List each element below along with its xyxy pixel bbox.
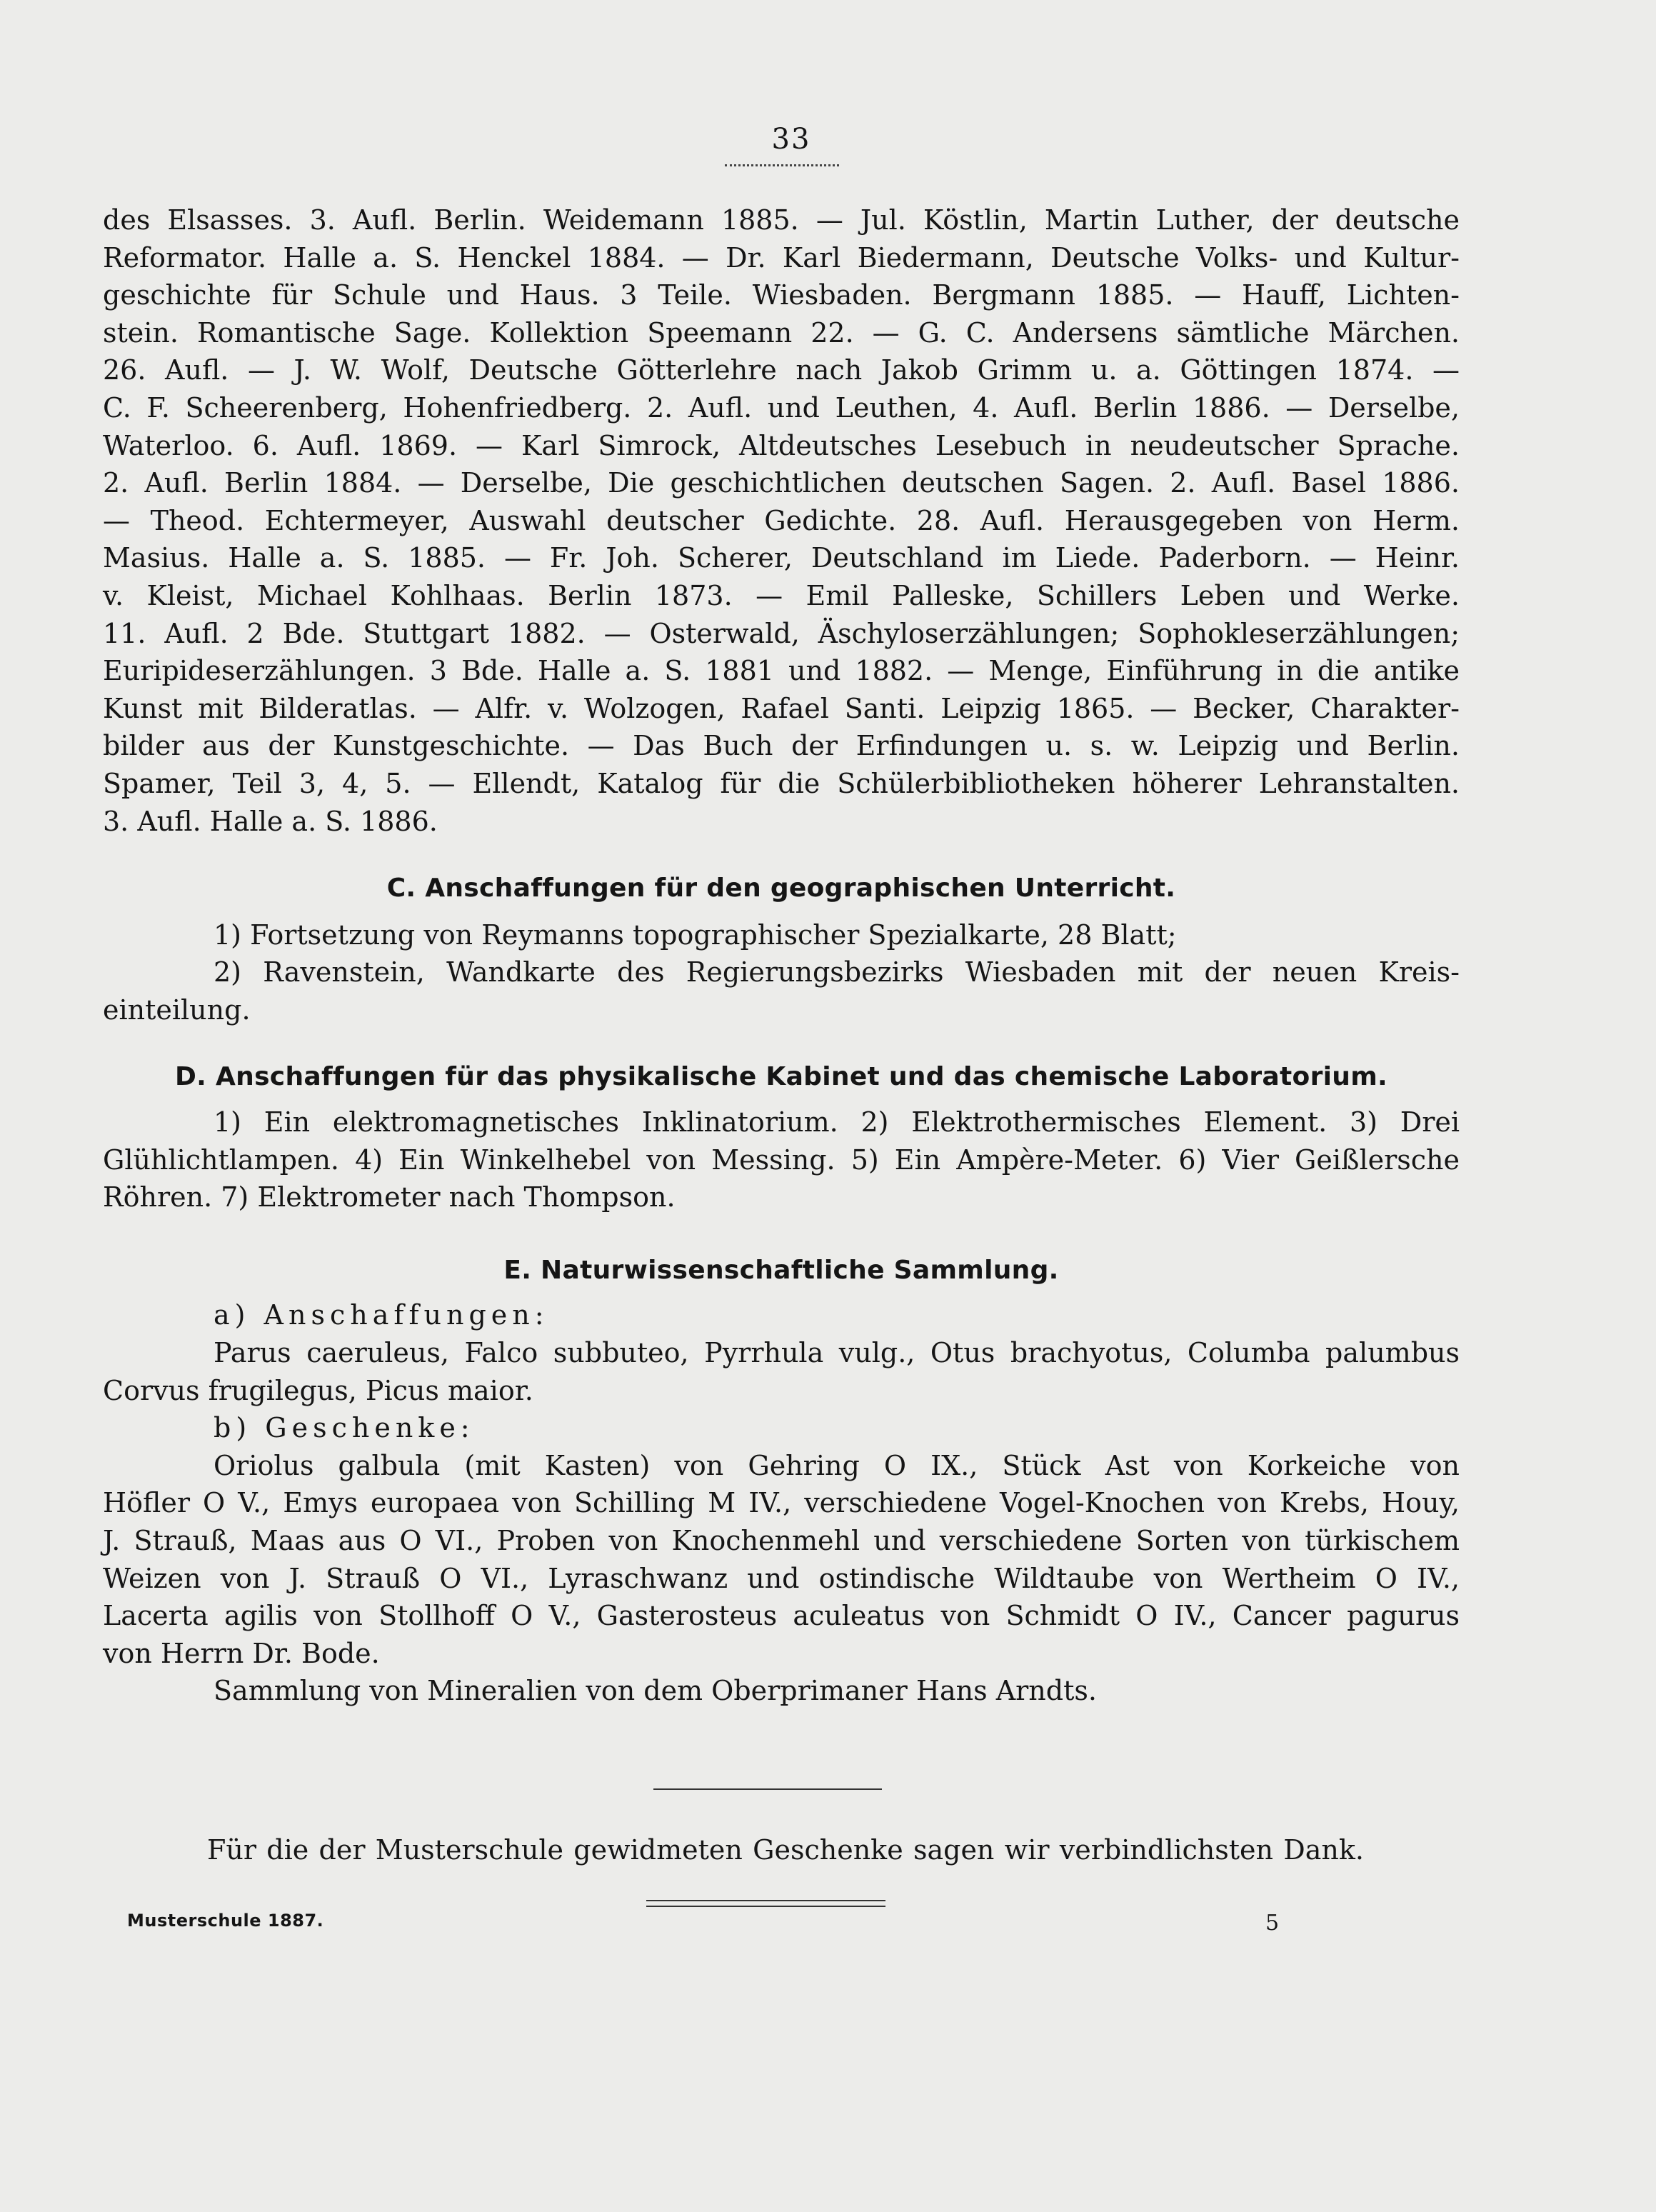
text-line: Kunst mit Bilderatlas. — Alfr. v. Wolzogen, Rafael Santi. Leipzig 1865. — Becker, Charakter- bbox=[103, 692, 1460, 724]
text-line: Röhren. 7) Elektrometer nach Thompson. bbox=[103, 1181, 676, 1213]
section-e-heading: E. Naturwissenschaftliche Sammlung. bbox=[503, 1255, 1059, 1285]
text-line: Lacerta agilis von Stollhoff O V., Gasterosteus aculeatus von Schmidt O IV., Cancer pagurus bbox=[103, 1600, 1460, 1632]
text-line: Oriolus galbula (mit Kasten) von Gehring O IX., Stück Ast von Korkeiche von bbox=[214, 1449, 1460, 1481]
text-line: Höfler O V., Emys europaea von Schilling M IV., verschiedene Vogel-Knochen von Krebs, Houy, bbox=[103, 1487, 1460, 1519]
subsection-label: b) Geschenke: bbox=[214, 1412, 475, 1444]
section-e-body bbox=[103, 1296, 1460, 1710]
section-c-heading: C. Anschaffungen für den geographischen Unterricht. bbox=[386, 874, 1176, 904]
subsection-label: a) Anschaffungen: bbox=[214, 1299, 549, 1331]
footer-sheet-number: 5 bbox=[1265, 1911, 1280, 1936]
text-line: des Elsasses. 3. Aufl. Berlin. Weidemann 1885. — Jul. Köstlin, Martin Luther, der deutsche bbox=[103, 204, 1460, 236]
text-line: 2) Ravenstein, Wandkarte des Regierungsbezirks Wiesbaden mit der neuen Kreis- bbox=[214, 956, 1460, 989]
text-line: Waterloo. 6. Aufl. 1869. — Karl Simrock, Altdeutsches Lesebuch in neudeutscher Sprache. bbox=[103, 429, 1460, 461]
page-body bbox=[103, 201, 1460, 1710]
text-line: Sammlung von Mineralien von dem Oberprimaner Hans Arndts. bbox=[214, 1675, 1097, 1707]
text-line: Reformator. Halle a. S. Henckel 1884. — Dr. Karl Biedermann, Deutsche Volks- und Kultur- bbox=[103, 241, 1460, 274]
text-line: geschichte für Schule und Haus. 3 Teile. Wiesbaden. Bergmann 1885. — Hauff, Lichten- bbox=[103, 279, 1460, 311]
text-line: 11. Aufl. 2 Bde. Stuttgart 1882. — Osterwald, Äschyloserzählungen; Sophokleserzählungen; bbox=[103, 617, 1460, 649]
text-line: Masius. Halle a. S. 1885. — Fr. Joh. Scherer, Deutschland im Liede. Paderborn. — Heinr. bbox=[103, 542, 1460, 574]
footer-double-rule bbox=[646, 1900, 885, 1907]
text-line: 1) Ein elektromagnetisches Inklinatorium. 2) Elektrothermisches Element. 3) Drei bbox=[214, 1106, 1460, 1138]
text-line: einteilung. bbox=[103, 994, 251, 1026]
text-line: C. F. Scheerenberg, Hohenfriedberg. 2. Aufl. und Leuthen, 4. Aufl. Berlin 1886. — Derselbe, bbox=[103, 391, 1460, 424]
text-line: Euripideserzählungen. 3 Bde. Halle a. S. 1881 und 1882. — Menge, Einführung in die antike bbox=[103, 655, 1460, 687]
section-d-body bbox=[103, 1104, 1460, 1216]
text-line: Glühlichtlampen. 4) Ein Winkelhebel von Messing. 5) Ein Ampère-Meter. 6) Vier Geißlersche bbox=[103, 1143, 1460, 1176]
footer-signature: Musterschule 1887. bbox=[127, 1911, 324, 1931]
text-line: v. Kleist, Michael Kohlhaas. Berlin 1873. — Emil Palleske, Schillers Leben und Werke. bbox=[103, 579, 1460, 611]
text-line: Weizen von J. Strauß O VI., Lyraschwanz und ostindische Wildtaube von Wertheim O IV., bbox=[103, 1562, 1460, 1594]
text-line: — Theod. Echtermeyer, Auswahl deutscher Gedichte. 28. Aufl. Herausgegeben von Herm. bbox=[103, 504, 1460, 536]
closing-thanks: Für die der Musterschule gewidmeten Geschenke sagen wir verbindlichsten Dank. bbox=[207, 1834, 1364, 1866]
page-number-rule bbox=[725, 164, 839, 166]
text-line: Parus caeruleus, Falco subbuteo, Pyrrhula vulg., Otus brachyotus, Columba palumbus bbox=[214, 1337, 1460, 1369]
text-line: von Herrn Dr. Bode. bbox=[103, 1637, 380, 1669]
text-line: J. Strauß, Maas aus O VI., Proben von Knochenmehl und verschiedene Sorten von türkischem bbox=[103, 1525, 1460, 1556]
text-line: 26. Aufl. — J. W. Wolf, Deutsche Götterlehre nach Jakob Grimm u. a. Göttingen 1874. — bbox=[103, 354, 1460, 386]
text-line: 1) Fortsetzung von Reymanns topographischer Spezialkarte, 28 Blatt; bbox=[214, 919, 1177, 951]
section-divider bbox=[653, 1788, 882, 1790]
text-line: 3. Aufl. Halle a. S. 1886. bbox=[103, 805, 438, 837]
section-d-heading: D. Anschaffungen für das physikalische Kabinet und das chemische Laboratorium. bbox=[175, 1062, 1387, 1092]
page-number: 33 bbox=[771, 123, 811, 156]
text-line: bilder aus der Kunstgeschichte. — Das Buch der Erfindungen u. s. w. Leipzig und Berlin. bbox=[103, 730, 1460, 762]
section-c-body bbox=[103, 916, 1460, 1029]
text-line: Spamer, Teil 3, 4, 5. — Ellendt, Katalog für die Schülerbibliotheken höherer Lehranstalten. bbox=[103, 767, 1460, 799]
literature-paragraph bbox=[103, 201, 1460, 840]
text-line: stein. Romantische Sage. Kollektion Speemann 22. — G. C. Andersens sämtliche Märchen. bbox=[103, 316, 1460, 349]
text-line: 2. Aufl. Berlin 1884. — Derselbe, Die geschichtlichen deutschen Sagen. 2. Aufl. Basel 1886. bbox=[103, 467, 1460, 499]
text-line: Corvus frugilegus, Picus maior. bbox=[103, 1374, 533, 1406]
